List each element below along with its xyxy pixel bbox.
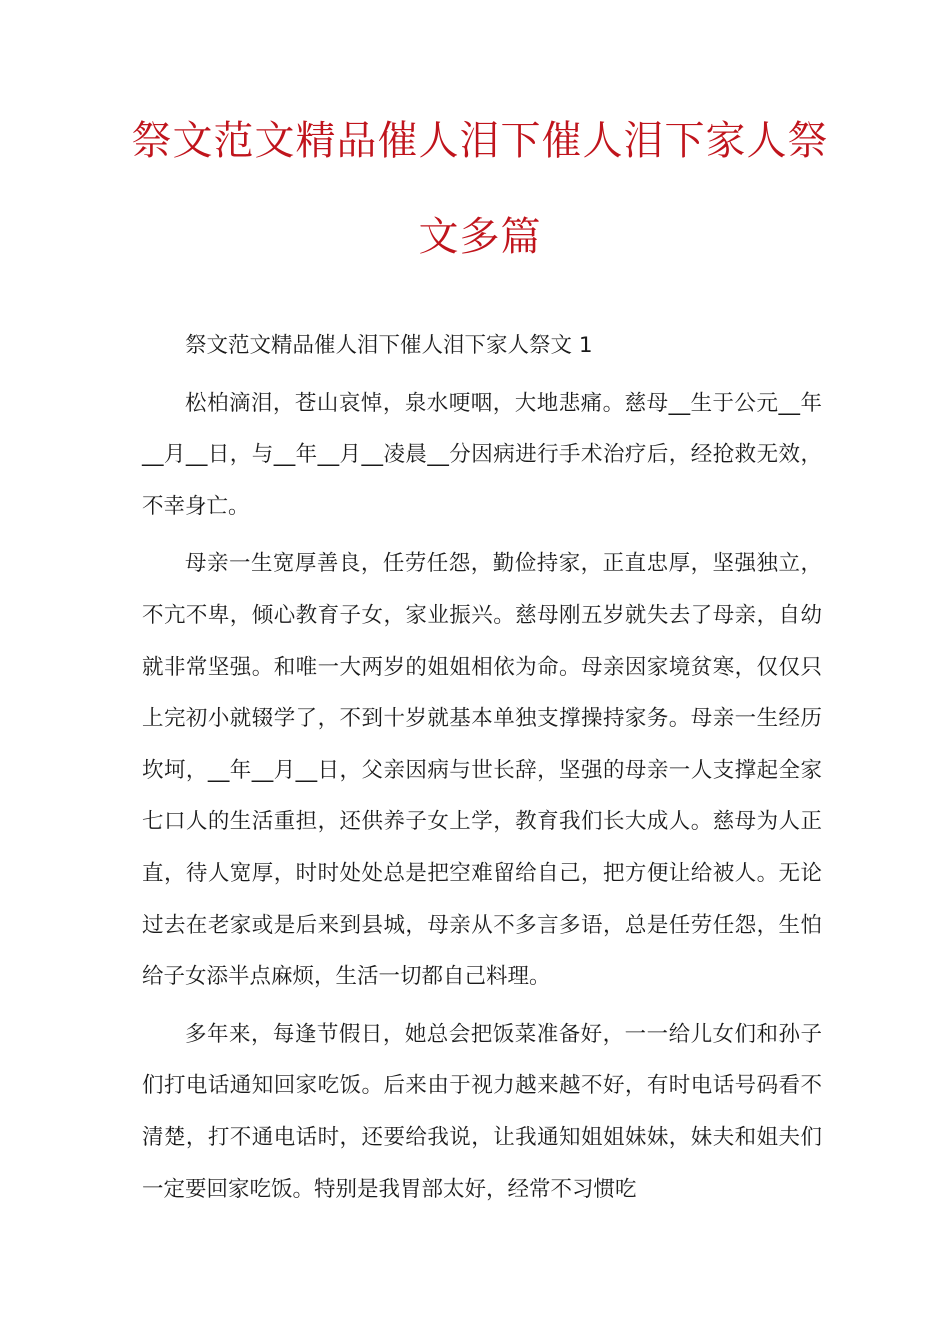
document-title-line-1: 祭文范文精品催人泪下催人泪下家人祭 (131, 118, 829, 164)
section-heading: 祭文范文精品催人泪下催人泪下家人祭文 1 (185, 333, 593, 358)
paragraph-3: 多年来，每逢节假日，她总会把饭菜准备好，一一给儿女们和孙子们打电话通知回家吃饭。后来由于视力越来越不好，有时电话号码看不清楚，打不通电话时，还要给我说，让我通知姐姐妹妹，妹夫和姐夫们一定要回家吃饭。特别是我胃部太好，经常不习惯吃 (142, 1021, 822, 1202)
paragraph-2: 母亲一生宽厚善良，任劳任怨，勤俭持家，正直忠厚，坚强独立，不亢不卑，倾心教育子女，家业振兴。慈母刚五岁就失去了母亲，自幼就非常坚强。和唯一大两岁的姐姐相依为命。母亲因家境贫寒，仅仅只上完初小就辍学了，不到十岁就基本单独支撑操持家务。母亲一生经历坎坷，__年__月__日，父亲因病与世长辞，坚强的母亲一人支撑起全家七口人的生活重担，还供养子女上学，教育我们长大成人。慈母为人正直，待人宽厚，时时处处总是把空难留给自己，把方便让给被人。无论过去在老家或是后来到县城，母亲从不多言多语，总是任劳任怨，生怕给子女添半点麻烦，生活一切都自己料理。 (142, 551, 822, 990)
document-body (142, 320, 822, 1215)
document-title-line-2: 文多篇 (418, 214, 542, 260)
paragraph-1: 松柏滴泪，苍山哀悼，泉水哽咽，大地悲痛。慈母__生于公元__年__月__日，与__年__月__凌晨__分因病进行手术治疗后，经抢救无效，不幸身亡。 (142, 390, 822, 519)
